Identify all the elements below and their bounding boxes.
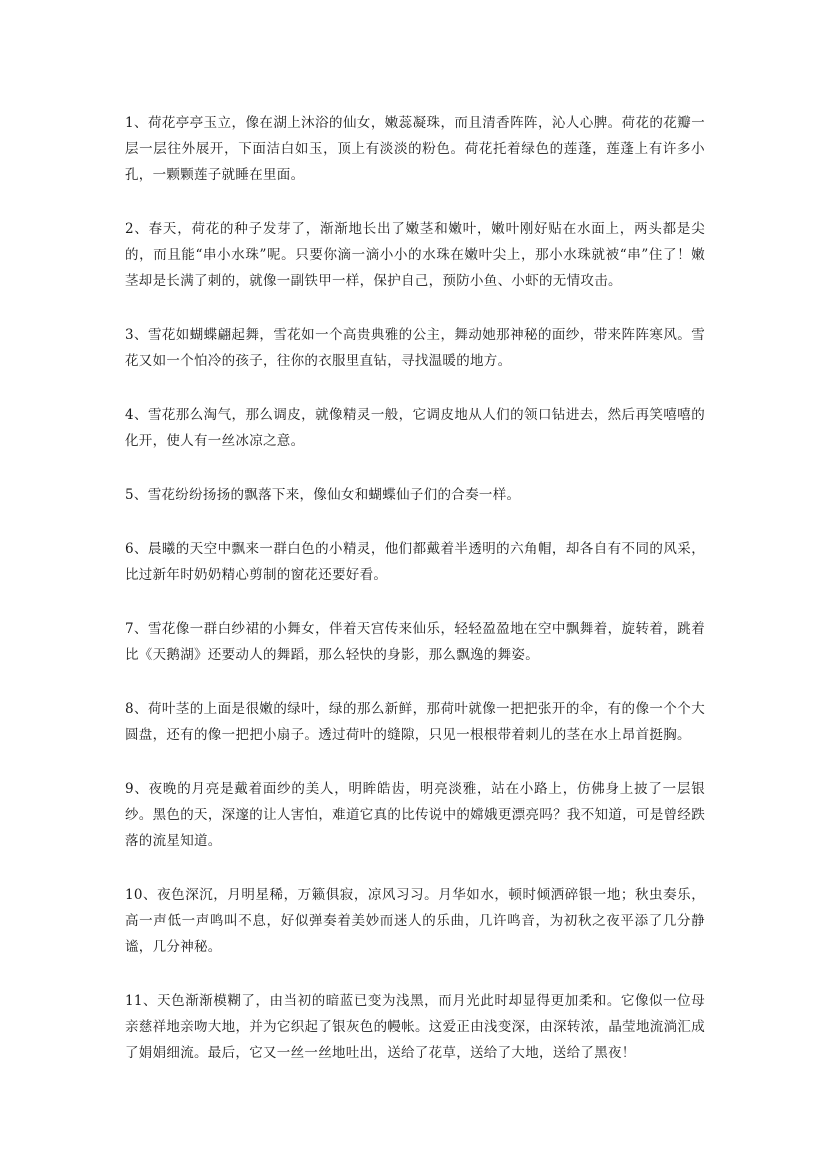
paragraph-5: 5、雪花纷纷扬扬的飘落下来，像仙女和蝴蝶仙子们的合奏一样。	[125, 487, 521, 503]
document-body	[125, 110, 705, 1094]
paragraph-11: 11、天色渐渐模糊了，由当初的暗蓝已变为浅黑，而月光此时却显得更加柔和。它像似一位母亲慈祥地亲吻大地，并为它织起了银灰色的幔帐。这爱正由浅变深，由深转浓，晶莹地流淌汇成了娟娟细流。最后，它又一丝一丝地吐出，送给了花草，送给了大地，送给了黑夜！	[125, 993, 705, 1061]
paragraph-10: 10、夜色深沉，月明星稀，万籁俱寂，凉风习习。月华如水，顿时倾洒碎银一地；秋虫奏乐，高一声低一声鸣叫不息，好似弹奏着美妙而迷人的乐曲，几许鸣音，为初秋之夜平添了几分静谧，几分神秘。	[125, 887, 705, 955]
paragraph-2: 2、春天，荷花的种子发芽了，渐渐地长出了嫩茎和嫩叶，嫩叶刚好贴在水面上，两头都是尖的，而且能“串小水珠”呢。只要你滴一滴小小的水珠在嫩叶尖上，那小水珠就被“串”住了！嫩茎却是长满了刺的，就像一副铁甲一样，保护自己，预防小鱼、小虾的无情攻击。	[125, 221, 705, 289]
paragraph-1: 1、荷花亭亭玉立，像在湖上沐浴的仙女，嫩蕊凝珠，而且清香阵阵，沁人心脾。荷花的花瓣一层一层往外展开，下面洁白如玉，顶上有淡淡的粉色。荷花托着绿色的莲蓬，莲蓬上有许多小孔，一颗颗莲子就睡在里面。	[125, 115, 705, 183]
paragraph-6: 6、晨曦的天空中飘来一群白色的小精灵，他们都戴着半透明的六角帽，却各自有不同的风采，比过新年时奶奶精心剪制的窗花还要好看。	[125, 541, 705, 583]
paragraph-7: 7、雪花像一群白纱裙的小舞女，伴着天宫传来仙乐，轻轻盈盈地在空中飘舞着，旋转着，跳着比《天鹅湖》还要动人的舞蹈，那么轻快的身影，那么飘逸的舞姿。	[125, 621, 705, 663]
paragraph-9: 9、夜晚的月亮是戴着面纱的美人，明眸皓齿，明亮淡雅，站在小路上，仿佛身上披了一层银纱。黑色的天，深邃的让人害怕，难道它真的比传说中的嫦娥更漂亮吗？我不知道，可是曾经跌落的流星知道。	[125, 781, 705, 849]
paragraph-3: 3、雪花如蝴蝶翩起舞，雪花如一个高贵典雅的公主，舞动她那神秘的面纱，带来阵阵寒风。雪花又如一个怕冷的孩子，往你的衣服里直钻，寻找温暖的地方。	[125, 327, 705, 369]
paragraph-8: 8、荷叶茎的上面是很嫩的绿叶，绿的那么新鲜，那荷叶就像一把把张开的伞，有的像一个个大圆盘，还有的像一把把小扇子。透过荷叶的缝隙，只见一根根带着刺儿的茎在水上昂首挺胸。	[125, 701, 705, 743]
paragraph-4: 4、雪花那么淘气，那么调皮，就像精灵一般，它调皮地从人们的领口钻进去，然后再笑嘻嘻的化开，使人有一丝冰凉之意。	[125, 407, 705, 449]
